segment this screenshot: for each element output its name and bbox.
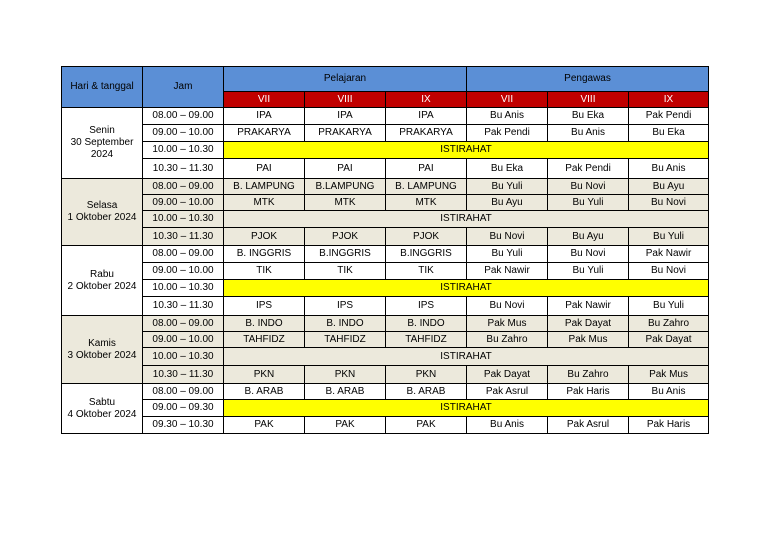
time-cell: 09.30 – 10.30 [143, 417, 224, 434]
table-row [62, 384, 709, 400]
proctor-cell: Pak Dayat [629, 332, 709, 348]
subject-cell: IPS [386, 297, 467, 316]
proctor-cell: Pak Asrul [467, 384, 548, 400]
table-row [62, 316, 709, 332]
proctor-cell: Bu Ayu [548, 228, 629, 246]
subject-cell: PRAKARYA [305, 125, 386, 142]
subject-cell: IPA [386, 108, 467, 125]
subject-cell: PKN [224, 366, 305, 384]
proctor-cell: Bu Yuli [629, 297, 709, 316]
time-cell: 09.00 – 09.30 [143, 400, 224, 417]
table-row [62, 348, 709, 366]
proctor-cell: Pak Nawir [467, 263, 548, 280]
subject-cell: PJOK [224, 228, 305, 246]
subject-cell: TIK [386, 263, 467, 280]
table-row [62, 159, 709, 179]
class-header-pelajaran-viii: VIII [305, 92, 386, 108]
table-row [62, 125, 709, 142]
subject-cell: PAI [224, 159, 305, 179]
istirahat-cell: ISTIRAHAT [224, 142, 709, 159]
proctor-cell: Pak Nawir [629, 246, 709, 263]
subject-cell: B. ARAB [305, 384, 386, 400]
proctor-cell: Pak Haris [629, 417, 709, 434]
proctor-cell: Bu Novi [548, 179, 629, 195]
day-name: Senin [89, 125, 115, 136]
subject-cell: PRAKARYA [224, 125, 305, 142]
proctor-cell: Pak Dayat [548, 316, 629, 332]
table-row [62, 228, 709, 246]
subject-cell: B. LAMPUNG [224, 179, 305, 195]
subject-cell: PAI [305, 159, 386, 179]
table-row [62, 332, 709, 348]
subject-cell: PAI [386, 159, 467, 179]
subject-cell: MTK [224, 195, 305, 211]
subject-cell: IPA [224, 108, 305, 125]
subject-cell: PKN [305, 366, 386, 384]
proctor-cell: Bu Zahro [629, 316, 709, 332]
time-cell: 10.30 – 11.30 [143, 159, 224, 179]
proctor-cell: Bu Anis [467, 108, 548, 125]
proctor-cell: Bu Novi [467, 228, 548, 246]
class-header-pengawas-ix: IX [629, 92, 709, 108]
time-cell: 09.00 – 10.00 [143, 125, 224, 142]
table-row [62, 142, 709, 159]
subject-cell: TIK [224, 263, 305, 280]
time-cell: 08.00 – 09.00 [143, 246, 224, 263]
class-header-pengawas-vii: VII [467, 92, 548, 108]
proctor-cell: Pak Mus [548, 332, 629, 348]
day-name: Kamis [88, 337, 116, 349]
table-row [62, 211, 709, 228]
time-cell: 09.00 – 10.00 [143, 332, 224, 348]
class-header-pengawas-viii: VIII [548, 92, 629, 108]
day-date: 1 Oktober 2024 [67, 212, 137, 223]
proctor-cell: Bu Yuli [629, 228, 709, 246]
proctor-cell: Pak Pendi [548, 159, 629, 179]
subject-cell: B. ARAB [224, 384, 305, 400]
proctor-cell: Bu Yuli [467, 179, 548, 195]
proctor-cell: Pak Pendi [467, 125, 548, 142]
table-row [62, 400, 709, 417]
day-date: 4 Oktober 2024 [67, 408, 137, 420]
subject-cell: B. ARAB [386, 384, 467, 400]
subject-cell: IPS [224, 297, 305, 316]
day-date: 2 Oktober 2024 [67, 280, 137, 292]
table-row [62, 108, 709, 125]
subject-cell: B. INDO [386, 316, 467, 332]
day-date: 30 September [70, 137, 134, 148]
istirahat-cell: ISTIRAHAT [224, 348, 709, 366]
subject-cell: B.LAMPUNG [305, 179, 386, 195]
subject-cell: B. INDO [305, 316, 386, 332]
header-hari-tanggal: Hari & tanggal [62, 67, 143, 108]
proctor-cell: Bu Novi [629, 195, 709, 211]
table-row [62, 417, 709, 434]
proctor-cell: Bu Anis [467, 417, 548, 434]
time-cell: 10.00 – 10.30 [143, 280, 224, 297]
proctor-cell: Pak Mus [629, 366, 709, 384]
proctor-cell: Bu Eka [548, 108, 629, 125]
proctor-cell: Pak Haris [548, 384, 629, 400]
proctor-cell: Bu Novi [629, 263, 709, 280]
subject-cell: IPS [305, 297, 386, 316]
proctor-cell: Bu Yuli [467, 246, 548, 263]
proctor-cell: Pak Mus [467, 316, 548, 332]
subject-cell: MTK [386, 195, 467, 211]
subject-cell: B.INGGRIS [386, 246, 467, 263]
proctor-cell: Bu Eka [629, 125, 709, 142]
subject-cell: MTK [305, 195, 386, 211]
subject-cell: B.INGGRIS [305, 246, 386, 263]
proctor-cell: Bu Yuli [548, 195, 629, 211]
subject-cell: PAK [305, 417, 386, 434]
proctor-cell: Bu Yuli [548, 263, 629, 280]
header-jam: Jam [143, 67, 224, 108]
table-row [62, 246, 709, 263]
exam-schedule-table [61, 66, 709, 434]
day-cell [62, 108, 143, 179]
day-date: 3 Oktober 2024 [67, 349, 137, 361]
istirahat-cell: ISTIRAHAT [224, 211, 709, 228]
proctor-cell: Pak Pendi [629, 108, 709, 125]
subject-cell: PKN [386, 366, 467, 384]
proctor-cell: Bu Eka [467, 159, 548, 179]
day-name: Sabtu [88, 396, 116, 408]
proctor-cell: Pak Asrul [548, 417, 629, 434]
time-cell: 10.00 – 10.30 [143, 142, 224, 159]
day-name: Rabu [90, 268, 114, 280]
proctor-cell: Pak Nawir [548, 297, 629, 316]
time-cell: 10.30 – 11.30 [143, 228, 224, 246]
header-pengawas: Pengawas [467, 67, 709, 92]
table-row [62, 366, 709, 384]
proctor-cell: Bu Novi [548, 246, 629, 263]
day-name: Selasa [86, 200, 118, 211]
table-row [62, 263, 709, 280]
subject-cell: PJOK [386, 228, 467, 246]
time-cell: 08.00 – 09.00 [143, 108, 224, 125]
time-cell: 08.00 – 09.00 [143, 384, 224, 400]
day-cell [62, 179, 143, 246]
table-row [62, 179, 709, 195]
proctor-cell: Bu Ayu [467, 195, 548, 211]
subject-cell: PAK [224, 417, 305, 434]
day-cell [62, 384, 143, 434]
time-cell: 10.30 – 11.30 [143, 297, 224, 316]
proctor-cell: Bu Ayu [629, 179, 709, 195]
subject-cell: PRAKARYA [386, 125, 467, 142]
proctor-cell: Bu Anis [548, 125, 629, 142]
time-cell: 10.30 – 11.30 [143, 366, 224, 384]
subject-cell: TAHFIDZ [386, 332, 467, 348]
time-cell: 08.00 – 09.00 [143, 179, 224, 195]
subject-cell: B. LAMPUNG [386, 179, 467, 195]
subject-cell: TIK [305, 263, 386, 280]
proctor-cell: Bu Zahro [467, 332, 548, 348]
time-cell: 09.00 – 10.00 [143, 195, 224, 211]
time-cell: 10.00 – 10.30 [143, 348, 224, 366]
day-cell [62, 316, 143, 384]
class-header-pelajaran-ix: IX [386, 92, 467, 108]
istirahat-cell: ISTIRAHAT [224, 280, 709, 297]
subject-cell: TAHFIDZ [305, 332, 386, 348]
class-header-pelajaran-vii: VII [224, 92, 305, 108]
proctor-cell: Bu Zahro [548, 366, 629, 384]
proctor-cell: Bu Novi [467, 297, 548, 316]
day-date: 2024 [90, 149, 114, 160]
subject-cell: TAHFIDZ [224, 332, 305, 348]
table-row [62, 280, 709, 297]
proctor-cell: Bu Anis [629, 159, 709, 179]
subject-cell: IPA [305, 108, 386, 125]
proctor-cell: Bu Anis [629, 384, 709, 400]
day-cell [62, 246, 143, 316]
time-cell: 10.00 – 10.30 [143, 211, 224, 228]
subject-cell: PJOK [305, 228, 386, 246]
time-cell: 09.00 – 10.00 [143, 263, 224, 280]
istirahat-cell: ISTIRAHAT [224, 400, 709, 417]
subject-cell: B. INGGRIS [224, 246, 305, 263]
table-row [62, 297, 709, 316]
subject-cell: B. INDO [224, 316, 305, 332]
table-row [62, 195, 709, 211]
header-pelajaran: Pelajaran [224, 67, 467, 92]
subject-cell: PAK [386, 417, 467, 434]
proctor-cell: Pak Dayat [467, 366, 548, 384]
time-cell: 08.00 – 09.00 [143, 316, 224, 332]
